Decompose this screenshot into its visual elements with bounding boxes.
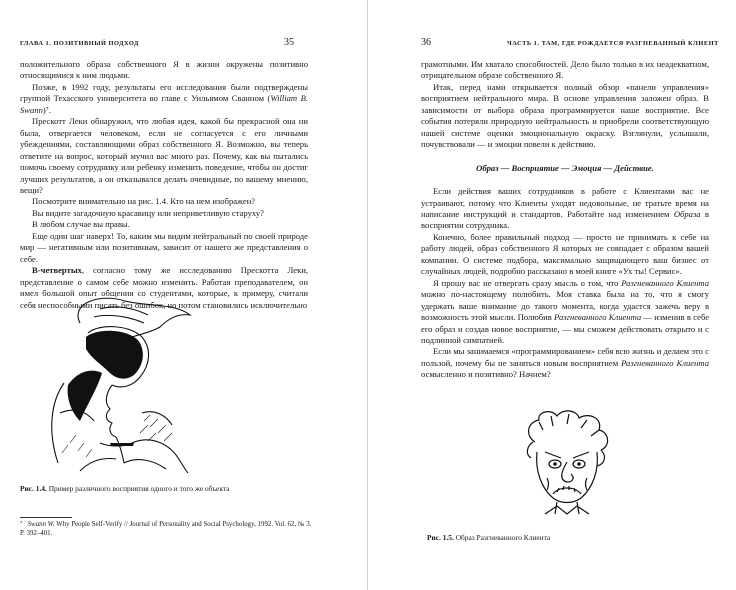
page-number-left: 35 bbox=[284, 37, 294, 48]
page-number-right: 36 bbox=[421, 37, 431, 48]
figure-1-4-illusion-drawing bbox=[40, 293, 210, 473]
left-body-text bbox=[20, 59, 308, 311]
left-page bbox=[0, 0, 367, 590]
paragraph: Если мы занимаемся «программированием» себя всю жизнь и делаем это с пользой, почему бы не заняться новым восприятием Разгневанного Клиента осмысленно и позитивно? Начнем? bbox=[421, 346, 709, 380]
running-head-left: ГЛАВА 1. ПОЗИТИВНЫЙ ПОДХОД bbox=[20, 40, 139, 47]
paragraph: Если действия ваших сотрудников в работе с Клиентами вас не устраивают, потому что Клиенты уходят недовольные, не тратьте время на написание инструкций и стандартов. Работайте над изменением Образа в восприятии сотрудника. bbox=[421, 186, 709, 231]
paragraph: Я прошу вас не отвергать сразу мысль о том, что Разгневанного Клиента можно по-настоящему полюбить. Моя ставка была на то, что я смогу удержать ваше внимание до такого момента, когда удастся зажечь веру в возможность этой мысли. Полюбив Разгневанного Клиента — изменив в себе его образ и создав новое восприятие, — мы сможем действовать открыто и с подлинной симпатией. bbox=[421, 277, 710, 345]
paragraph: Конечно, более правильный подход — просто не принимать к себе на работу людей, образ собственного Я которых не совпадает с образом вашей компании. О системе подбора, максимально защищающего ваш бизнес от случайных людей, подробно рассказано в моей книге «Ух ты! Сервис». bbox=[421, 231, 709, 277]
right-body-text bbox=[421, 59, 709, 381]
paragraph: грамотными. Им хватало способностей. Дело было только в их неадекватном, отрицательном образе собственного Я. bbox=[421, 59, 709, 81]
figure-1-4-caption: Рис. 1.4. Пример различного восприятия одного и того же объекта bbox=[20, 484, 230, 493]
paragraph: Вы видите загадочную красавицу или неприветливую старуху? bbox=[32, 207, 264, 218]
paragraph: Прескотт Леки обнаружил, что любая идея, какой бы прекрасной она ни была, отвергается человеком, если не согласуется с его личными убеждениями, составляющими образ собственного Я. Возможно, вы теперь ответите на вопрос, который мучил вас много раз. Почему, как вы пытались помочь своему сотруднику или ребенку изменить поведение, чтобы он достиг лучших результатов, а он отказывался делать очевидные, по вашему мнению, вещи? bbox=[20, 116, 308, 195]
paragraph: Итак, перед нами открывается полный обзор «панели управления» восприятием нейтрального мира. В основе управления заложен образ. В зависимости от выбора образа программируется наше восприятие. Все события потеряли природную нейтральность и приобрели соответствующую нашей системе оценки эмоциональную окраску. Взглянули, услышали, почувствовали — и эмоции повели к действию. bbox=[421, 81, 709, 150]
paragraph: В любом случае вы правы. bbox=[32, 219, 130, 230]
running-head-right: ЧАСТЬ 1. ТАМ, ГДЕ РОЖДАЕТСЯ РАЗГНЕВАННЫЙ КЛИЕНТ bbox=[507, 40, 719, 47]
paragraph: Посмотрите внимательно на рис. 1.4. Кто на нем изображен? bbox=[32, 196, 256, 207]
book-spine bbox=[367, 0, 368, 590]
figure-1-5-angry-customer-drawing bbox=[517, 408, 617, 516]
paragraph: Еще один шаг наверх! То, каким мы видим нейтральный по своей природе мир — негативным или позитивным, зависит от нашего же представления о себе. bbox=[20, 230, 308, 264]
right-page bbox=[369, 0, 736, 590]
figure-1-5-caption: Рис. 1.5. Образ Разгневанного Клиента bbox=[427, 533, 551, 542]
footnote-rule bbox=[20, 517, 72, 518]
footnote-7: ⁷ Swann W. Why People Self-Verify // Journal of Personality and Social Psychology, 1992. Vol. 62, № 3. P. 392–401. bbox=[20, 521, 312, 537]
paragraph: положительного образа собственного Я в жизни окружены позитивно относящимися к ним людьми. bbox=[20, 59, 308, 81]
formula-line: Образ — Восприятие — Эмоция — Действие. bbox=[476, 162, 654, 173]
paragraph: Позже, в 1992 году, результаты его исследования были подтверждены группой Техасского университета во главе с Уильямом Сванном (William B. Swann)⁷. bbox=[20, 81, 308, 115]
paragraph: В-четвертых, согласно тому же исследованию Прескотта Леки, представление о самом себе можно изменить. Работая преподавателем, он имел большой опыт общения со студентами, которые, к примеру, считали себя неспособными писать без ошибок, но потом становились исключительно bbox=[20, 265, 308, 310]
